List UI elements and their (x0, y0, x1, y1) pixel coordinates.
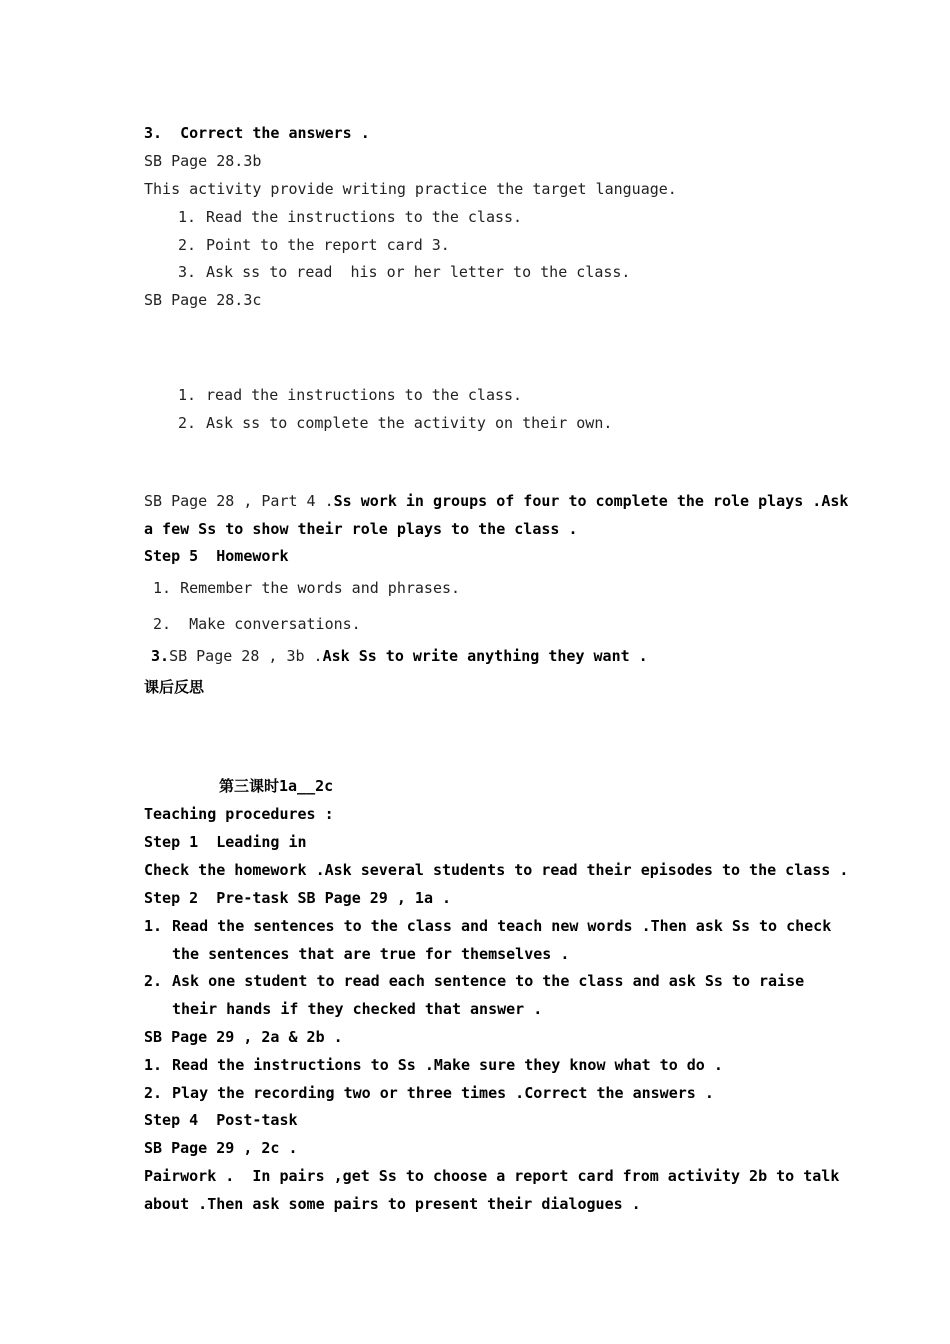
list-item: Read the sentences to the class and teach new words .Then ask Ss to check (172, 917, 832, 935)
lesson-title: 第三课时1a__2c (219, 777, 334, 795)
list-number: 2. (178, 414, 197, 432)
list-item: Ask ss to complete the activity on their own. (206, 414, 613, 432)
step-5-heading: Step 5 Homework (144, 547, 289, 565)
homework-item: 2. Make conversations. (153, 615, 361, 633)
part-4-line (144, 491, 848, 511)
part-4-ref: SB Page 28 , Part 4 . (144, 492, 334, 510)
list-number: 2. (144, 1084, 163, 1102)
part-4-instruction: Ss work in groups of four to complete the role plays .Ask (333, 492, 849, 510)
list-number: 2. (144, 972, 163, 990)
list-item: read the instructions to the class. (206, 386, 523, 404)
pairwork-text: Pairwork . In pairs ,get Ss to choose a report card from activity 2b to talk (144, 1167, 840, 1185)
list-item: Read the instructions to Ss .Make sure they know what to do . (172, 1056, 723, 1074)
list-item: Ask one student to read each sentence to the class and ask Ss to raise (172, 972, 805, 990)
teaching-procedures: Teaching procedures : (144, 805, 334, 823)
step-2-heading: Step 2 Pre-task SB Page 29 , 1a . (144, 889, 452, 907)
list-number: 1. (144, 917, 163, 935)
homework-ref: SB Page 28 , 3b . (169, 647, 323, 665)
reflection-heading: 课后反思 (144, 678, 205, 696)
list-number: 2. (178, 236, 197, 254)
part-4-continuation: a few Ss to show their role plays to the class . (144, 520, 578, 538)
sb-page-29-2c: SB Page 29 , 2c . (144, 1139, 298, 1157)
list-number: 1. (178, 208, 197, 226)
homework-item (151, 646, 648, 666)
list-item: Point to the report card 3. (206, 236, 450, 254)
list-number: 1. (144, 1056, 163, 1074)
list-number: 1. (178, 386, 197, 404)
list-item: Ask ss to read his or her letter to the class. (206, 263, 631, 281)
homework-instruction: Ask Ss to write anything they want . (322, 647, 648, 665)
correct-answers-line: 3. Correct the answers . (144, 124, 370, 142)
activity-description: This activity provide writing practice the target language. (144, 180, 677, 198)
pairwork-continuation: about .Then ask some pairs to present their dialogues . (144, 1195, 641, 1213)
homework-item: 1. Remember the words and phrases. (153, 579, 461, 597)
step-1-text: Check the homework .Ask several students to read their episodes to the class . (144, 861, 849, 879)
sb-page-29-2a-2b: SB Page 29 , 2a & 2b . (144, 1028, 343, 1046)
homework-number: 3. (151, 647, 170, 665)
step-4-heading: Step 4 Post-task (144, 1111, 298, 1129)
list-item-continuation: the sentences that are true for themselves . (172, 945, 570, 963)
list-item: Play the recording two or three times .Correct the answers . (172, 1084, 714, 1102)
sb-page-28-3b: SB Page 28.3b (144, 152, 262, 170)
sb-page-28-3c: SB Page 28.3c (144, 291, 262, 309)
list-number: 3. (178, 263, 197, 281)
list-item-continuation: their hands if they checked that answer . (172, 1000, 543, 1018)
step-1-heading: Step 1 Leading in (144, 833, 307, 851)
list-item: Read the instructions to the class. (206, 208, 523, 226)
